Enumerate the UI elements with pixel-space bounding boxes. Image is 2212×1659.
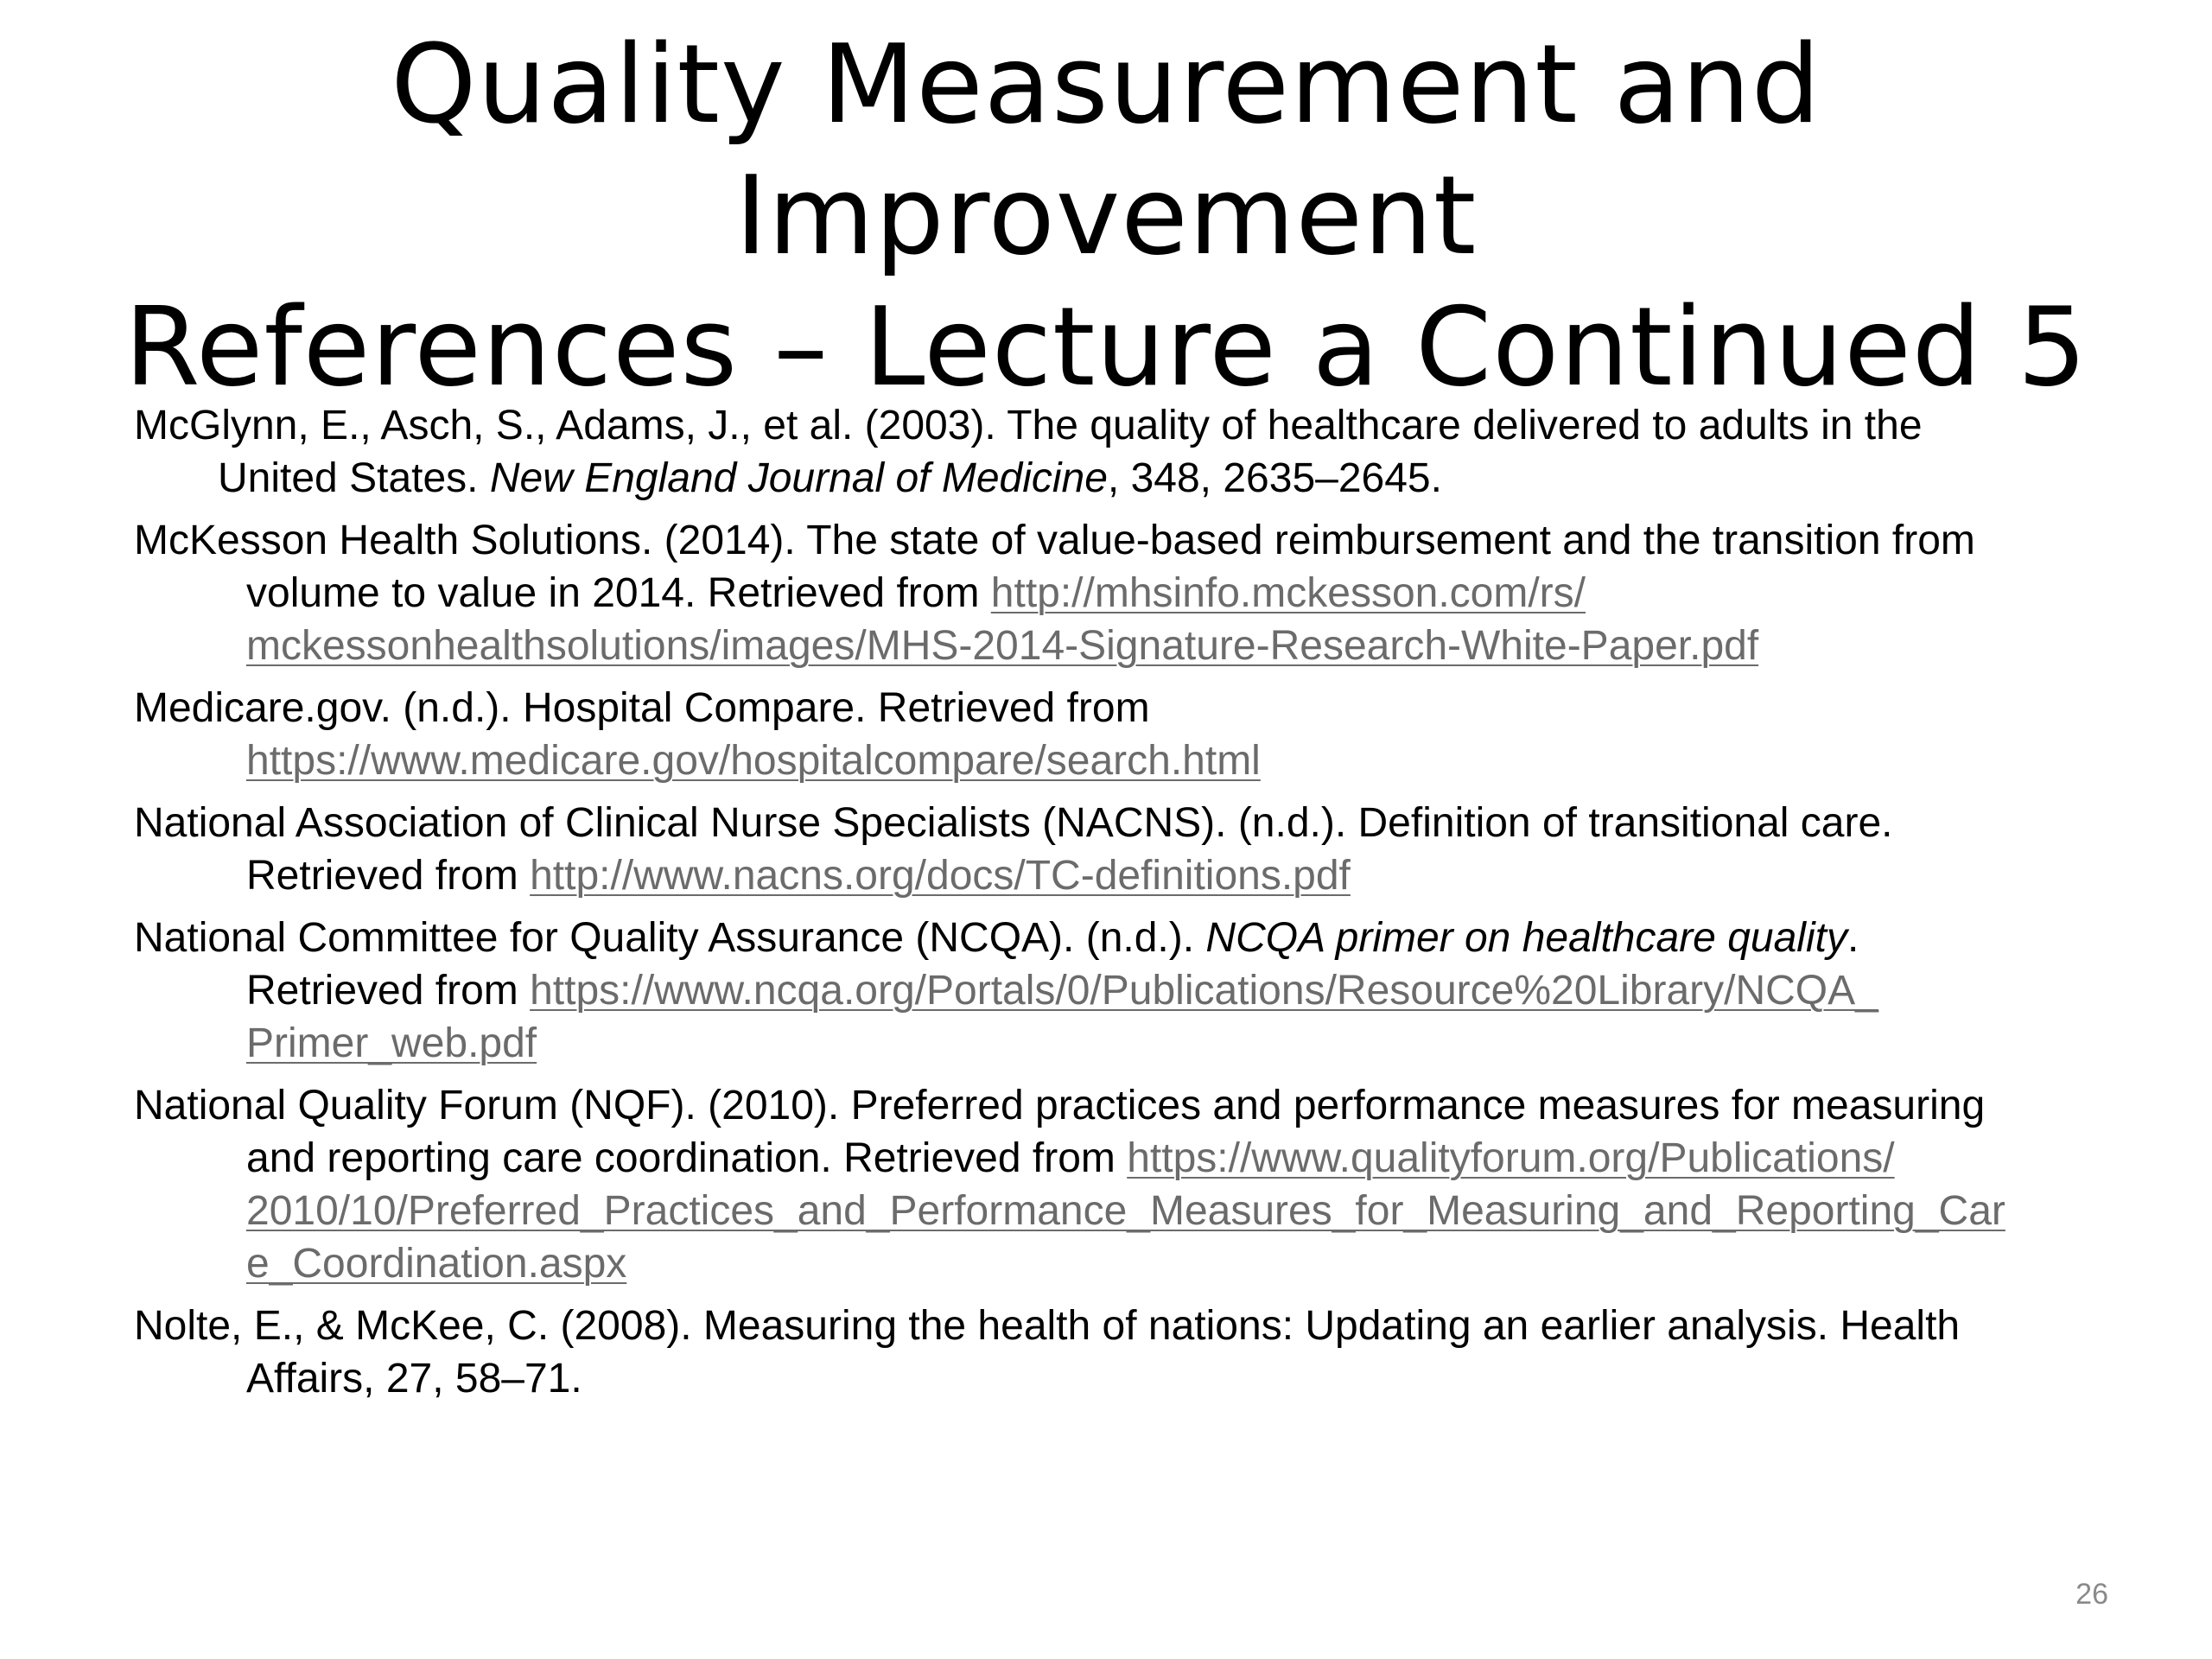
reference-item — [134, 514, 2104, 672]
reference-text: McKesson Health Solutions. (2014). The state of value-based reimbursement and the transition from — [134, 518, 1975, 563]
reference-continuation — [134, 620, 2104, 672]
reference-text: McGlynn, E., Asch, S., Adams, J., et al. (2003). The quality of healthcare delivered to adults in the — [134, 403, 1923, 448]
reference-text: National Association of Clinical Nurse Specialists (NACNS). (n.d.). Definition of transitional care. — [134, 800, 1893, 846]
reference-text: volume to value in 2014. Retrieved from — [246, 570, 991, 616]
reference-continuation — [134, 1017, 2104, 1070]
page-number: 26 — [2075, 1578, 2108, 1611]
reference-text: Medicare.gov. (n.d.). Hospital Compare. Retrieved from — [134, 685, 1150, 731]
title-line: Quality Measurement and — [391, 21, 1821, 148]
reference-item — [134, 682, 2104, 787]
reference-list — [134, 399, 2104, 1414]
reference-link[interactable]: e_Coordination.aspx — [246, 1241, 627, 1287]
title-line: Improvement — [734, 152, 1478, 279]
reference-continuation — [134, 1352, 2104, 1405]
slide-title — [86, 19, 2126, 413]
reference-text: Nolte, E., & McKee, C. (2008). Measuring the health of nations: Updating an earlier analysis. Health — [134, 1303, 1961, 1349]
reference-text: . — [1847, 915, 1859, 961]
title-line: References – Lecture a Continued 5 — [124, 283, 2088, 410]
reference-text: , 348, 2635–2645. — [1107, 455, 1442, 501]
document-title: NCQA primer on healthcare quality — [1205, 915, 1847, 961]
reference-text: Retrieved from — [246, 853, 531, 899]
reference-text: National Committee for Quality Assurance (NCQA). (n.d.). — [134, 915, 1206, 961]
journal-title: New England Journal of Medicine — [489, 455, 1108, 501]
reference-link[interactable]: http://www.nacns.org/docs/TC-definitions.pdf — [530, 853, 1351, 899]
reference-text: United States. — [218, 455, 490, 501]
reference-link[interactable]: http://mhsinfo.mckesson.com/rs/ — [990, 570, 1586, 616]
reference-text: and reporting care coordination. Retrieved from — [246, 1135, 1128, 1181]
reference-link[interactable]: https://www.ncqa.org/Portals/0/Publications/Resource%20Library/NCQA_ — [530, 968, 1878, 1014]
reference-link[interactable]: mckessonhealthsolutions/images/MHS-2014-Signature-Research-White-Paper.pdf — [246, 623, 1759, 669]
reference-text: Retrieved from — [246, 968, 531, 1014]
reference-link[interactable]: 2010/10/Preferred_Practices_and_Performance_Measures_for_Measuring_and_Reporting_Car — [246, 1188, 2005, 1234]
reference-continuation — [134, 452, 2104, 505]
reference-first-line — [134, 912, 2104, 964]
reference-item — [134, 1300, 2104, 1405]
reference-continuation — [134, 567, 2104, 620]
reference-item — [134, 912, 2104, 1070]
reference-link[interactable]: Primer_web.pdf — [246, 1020, 537, 1066]
reference-link[interactable]: https://www.qualityforum.org/Publications/ — [1127, 1135, 1895, 1181]
reference-continuation — [134, 1237, 2104, 1290]
reference-item — [134, 1079, 2104, 1290]
reference-text: National Quality Forum (NQF). (2010). Preferred practices and performance measures for measuring — [134, 1083, 1986, 1128]
reference-continuation — [134, 849, 2104, 902]
reference-item — [134, 797, 2104, 902]
reference-continuation — [134, 734, 2104, 787]
reference-continuation — [134, 964, 2104, 1017]
reference-continuation — [134, 1132, 2104, 1185]
reference-text: Affairs, 27, 58–71. — [246, 1356, 582, 1402]
reference-link[interactable]: https://www.medicare.gov/hospitalcompare/search.html — [246, 738, 1261, 784]
reference-item — [134, 399, 2104, 505]
reference-continuation — [134, 1185, 2104, 1237]
